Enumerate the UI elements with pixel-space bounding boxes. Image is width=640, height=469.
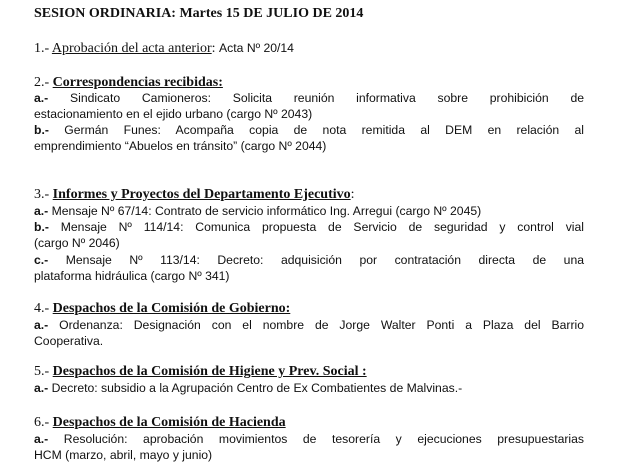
item-number: 1.-: [34, 41, 52, 56]
item-2b-line1: [34, 122, 584, 138]
item-3b-line2: (cargo Nº 2046): [34, 236, 120, 250]
item-inline-text: Acta Nº 20/14: [219, 41, 294, 55]
item-3c-line1: [34, 252, 584, 268]
item-2b-line2: emprendimiento “Abuelos en tránsito” (cargo Nº 2044): [34, 139, 327, 153]
item-4a-line1: [34, 317, 584, 333]
sub-item-text: Mensaje Nº 67/14: Contrato de servicio informático Ing. Arregui (cargo Nº 2045): [51, 204, 482, 218]
agenda-item-2-heading: [34, 74, 584, 91]
session-year: 2014: [335, 6, 364, 21]
sub-item-text: Decreto: subsidio a la Agrupación Centro de Ex Combatientes de Malvinas.-: [51, 381, 463, 395]
item-number: 2.-: [34, 75, 53, 90]
agenda-item-3-heading: [34, 186, 584, 203]
sub-item-letter: a.-: [34, 91, 70, 105]
sub-item-text: Mensaje Nº 114/14: Comunica propuesta de Servicio de seguridad y control vial: [60, 220, 584, 234]
sub-item-letter: a.-: [34, 318, 60, 332]
item-heading: Despachos de la Comisión de Gobierno:: [52, 301, 291, 316]
item-heading: Informes y Proyectos del Departamento Ejecutivo: [52, 187, 351, 202]
item-heading-trail: :: [211, 41, 220, 56]
item-heading: Despachos de la Comisión de Higiene y Prev. Social :: [52, 364, 367, 379]
item-3b-line1: [34, 219, 584, 235]
sub-item-text: Germán Funes: Acompaña copia de nota remitida al DEM en relación al: [64, 123, 584, 137]
item-number: 4.-: [34, 301, 53, 316]
item-number: 5.-: [34, 364, 53, 379]
item-3a-line1: [34, 203, 584, 219]
session-title-label: SESION ORDINARIA: Martes: [34, 6, 226, 21]
item-number: 6.-: [34, 415, 53, 430]
item-heading: Aprobación del acta anterior: [51, 41, 212, 56]
session-day: 15: [225, 6, 240, 21]
item-heading: Despachos de la Comisión de Hacienda: [52, 415, 286, 430]
item-heading-trail: :: [350, 187, 355, 202]
item-6a-line1: [34, 431, 584, 447]
sub-item-letter: c.-: [34, 253, 66, 267]
agenda-item-1: [34, 40, 584, 57]
item-heading: Correspondencias recibidas:: [52, 75, 223, 90]
sub-item-letter: a.-: [34, 432, 64, 446]
item-5a-line1: [34, 380, 584, 396]
sub-item-letter: a.-: [34, 381, 52, 395]
sub-item-text: Mensaje Nº 113/14: Decreto: adquisición por contratación directa de una: [65, 253, 585, 267]
sub-item-letter: b.-: [34, 123, 65, 137]
agenda-item-4-heading: [34, 300, 584, 317]
sub-item-letter: b.-: [34, 220, 61, 234]
item-2a-line2: estacionamiento en el ejido urbano (cargo Nº 2043): [34, 107, 313, 121]
item-3c-line2: plataforma hidráulica (cargo Nº 341): [34, 269, 230, 283]
item-2a-line1: [34, 90, 584, 106]
sub-item-letter: a.-: [34, 204, 52, 218]
agenda-item-6-heading: [34, 414, 584, 431]
item-6a-line2: HCM (marzo, abril, mayo y junio): [34, 448, 213, 462]
session-title: [34, 6, 584, 22]
session-month: DE JULIO DE: [239, 6, 336, 21]
sub-item-text: Resolución: aprobación movimientos de tesorería y ejecuciones presupuestarias: [63, 432, 584, 446]
item-number: 3.-: [34, 187, 53, 202]
sub-item-text: Sindicato Camioneros: Solicita reunión informativa sobre prohibición de: [69, 91, 585, 105]
sub-item-text: Ordenanza: Designación con el nombre de Jorge Walter Ponti a Plaza del Barrio: [59, 318, 584, 332]
item-4a-line2: Cooperativa.: [34, 334, 104, 348]
agenda-item-5-heading: [34, 363, 584, 380]
